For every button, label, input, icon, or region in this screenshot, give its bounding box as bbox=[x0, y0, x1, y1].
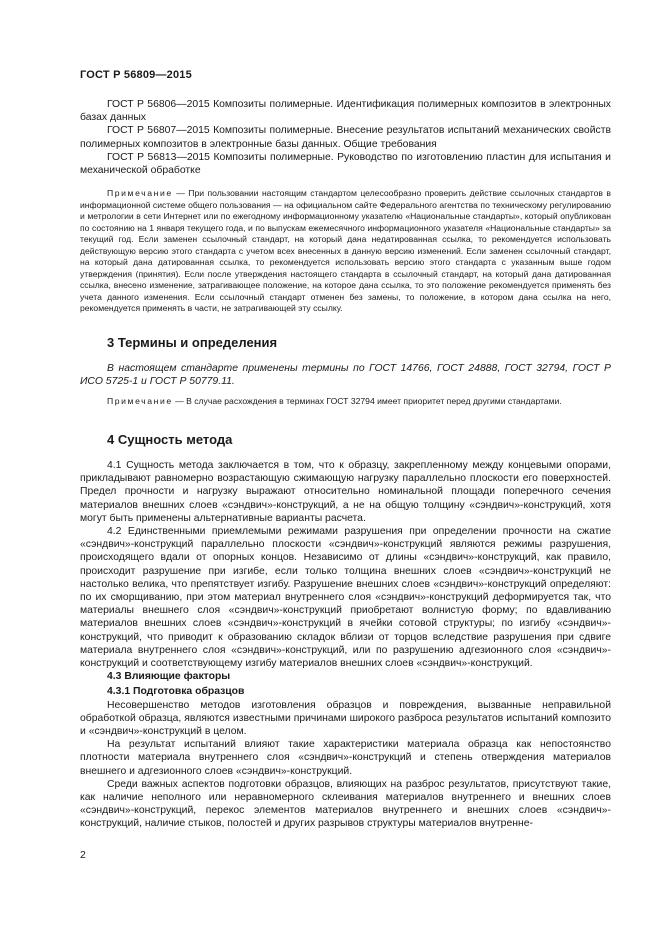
normative-references bbox=[80, 98, 611, 177]
paragraph: На результат испытаний влияют такие характеристики материала образца как непостоянство плотности материала внутреннего слоя «сэндвич»-конструкций и степень отверждения материалов внешнего и адгезионного слоев «сэндвич»-конструкций. bbox=[80, 739, 611, 777]
reference-item: ГОСТ Р 56813—2015 Композиты полимерные. Руководство по изготовлению пластин для испытания и механической обработке bbox=[80, 151, 611, 177]
reference-item: ГОСТ Р 56807—2015 Композиты полимерные. Внесение результатов испытаний механических свойств полимерных композитов в электронные базы данных. Общие требования bbox=[80, 125, 611, 150]
note-label: Примечание bbox=[107, 188, 173, 198]
section-4 bbox=[80, 432, 611, 831]
note-references bbox=[80, 188, 611, 315]
paragraph: 4.1 Сущность метода заключается в том, что к образцу, закрепленному между концевыми опорами, прикладывают равномерно возрастающую сжимающую нагрузку параллельно плоскости его поверхностей. Предел прочности и нагрузку выражают относительно номинальной площади поперечного сечения материалов внешних слоев «сэндвич»-конструкций, а не на общую толщину «сэндвич»-конструкций, хотя могут быть применены альтернативные варианты расчета. bbox=[80, 460, 611, 524]
paragraph: Несовершенство методов изготовления образцов и повреждения, вызванные неправильной обработкой образца, являются известными причинами широкого разброса результатов испытаний композито и «сэндвич»-конструкций в целом. bbox=[80, 699, 611, 738]
section-heading: 4 Сущность метода bbox=[107, 432, 233, 447]
subsection-heading: 4.3.1 Подготовка образцов bbox=[107, 686, 245, 698]
document-header: ГОСТ Р 56809—2015 bbox=[80, 69, 192, 81]
section-3 bbox=[80, 335, 611, 408]
page-number: 2 bbox=[80, 850, 86, 861]
note-label: Примечание bbox=[107, 396, 173, 407]
reference-item: ГОСТ Р 56806—2015 Композиты полимерные. Идентификация полимерных композитов в электронных базах данных bbox=[80, 99, 611, 124]
note-text: — При пользовании настоящим стандартом целесообразно проверить действие ссылочных стандартов в информационной системе общего пользования — на официальном сайте Федерального агентства по техническому регулированию и метрологии в сети Интернет или по ежегодному информационному указателю «Национальные стандарты», который опубликован по состоянию на 1 января текущего года, и по выпускам ежемесячного информационного указателя «Национальные стандарты» за текущий год. Если заменен ссылочный стандарт, на который дана недатированная ссылка, то рекомендуется использовать действующую версию этого стандарта с учетом всех внесенных в данную версию изменений. Если заменен ссылочный стандарт, на который дана датированная ссылка, то рекомендуется использовать версию этого стандарта с указанным выше годом утверждения (принятия). Если после утверждения настоящего стандарта в ссылочный стандарт, на который дана датированная ссылка, внесено изменение, затрагивающее положение, на которое дана ссылка, то это положение рекомендуется применять без учета данного изменения. Если ссылочный стандарт отменен без замены, то положение, в котором дана ссылка на него, рекомендуется применять в части, не затрагивающей эту ссылку. bbox=[80, 188, 611, 313]
section-heading: 3 Термины и определения bbox=[107, 335, 278, 350]
note-text: — В случае расхождения в терминах ГОСТ 32794 имеет приоритет перед другими стандартами. bbox=[172, 396, 562, 407]
subsection-heading: 4.3 Влияющие факторы bbox=[107, 671, 231, 683]
paragraph: 4.2 Единственными приемлемыми режимами разрушения при определении прочности на сжатие «сэндвич»-конструкций параллельно плоскости «сэндвич»-конструкций являются режимы разрушения, происходящего вдали от опорных концов. Независимо от длины «сэндвич»-конструкций, как правило, происходит разрушение при изгибе, если только толщина внешних слоев «сэндвич»-конструкций не настолько велика, что препятствует изгибу. Разрушение внешних слоев «сэндвич»-конструкций определяют: по их сморщиванию, при этом материал внутреннего слоя «сэндвич»-конструкций деформируется так, что материалы внешнего слоя «сэндвич»-конструкций приобретают волнистую форму; по вдавливанию материалов внешних слоев «сэндвич»-конструкций в ячейки сотовой структуры; по изгибу «сэндвич»-конструкций, что приводит к образованию складок вблизи от торцов вследствие разрушения при сдвиге материала внутреннего слоя «сэндвич»-конструкций, или по разрушению адгезионного слоя «сэндвич»-конструкций и соответствующему изгибу материалов внешних слоев «сэндвич»-конструкций. bbox=[80, 526, 611, 670]
paragraph: Среди важных аспектов подготовки образцов, влияющих на разброс результатов, присутствуют такие, как наличие неполного или неравномерного склеивания материалов внутреннего и внешних слоев «сэндвич»-конструкций, перекос элементов материалов внутреннего и внешних слоев «сэндвич»-конструкций, наличие стыков, полостей и других разрывов структуры материалов внутренне- bbox=[80, 778, 611, 830]
section-3-text: В настоящем стандарте применены термины по ГОСТ 14766, ГОСТ 24888, ГОСТ 32794, ГОСТ Р ИСО 5725-1 и ГОСТ Р 50779.11. bbox=[80, 363, 611, 388]
